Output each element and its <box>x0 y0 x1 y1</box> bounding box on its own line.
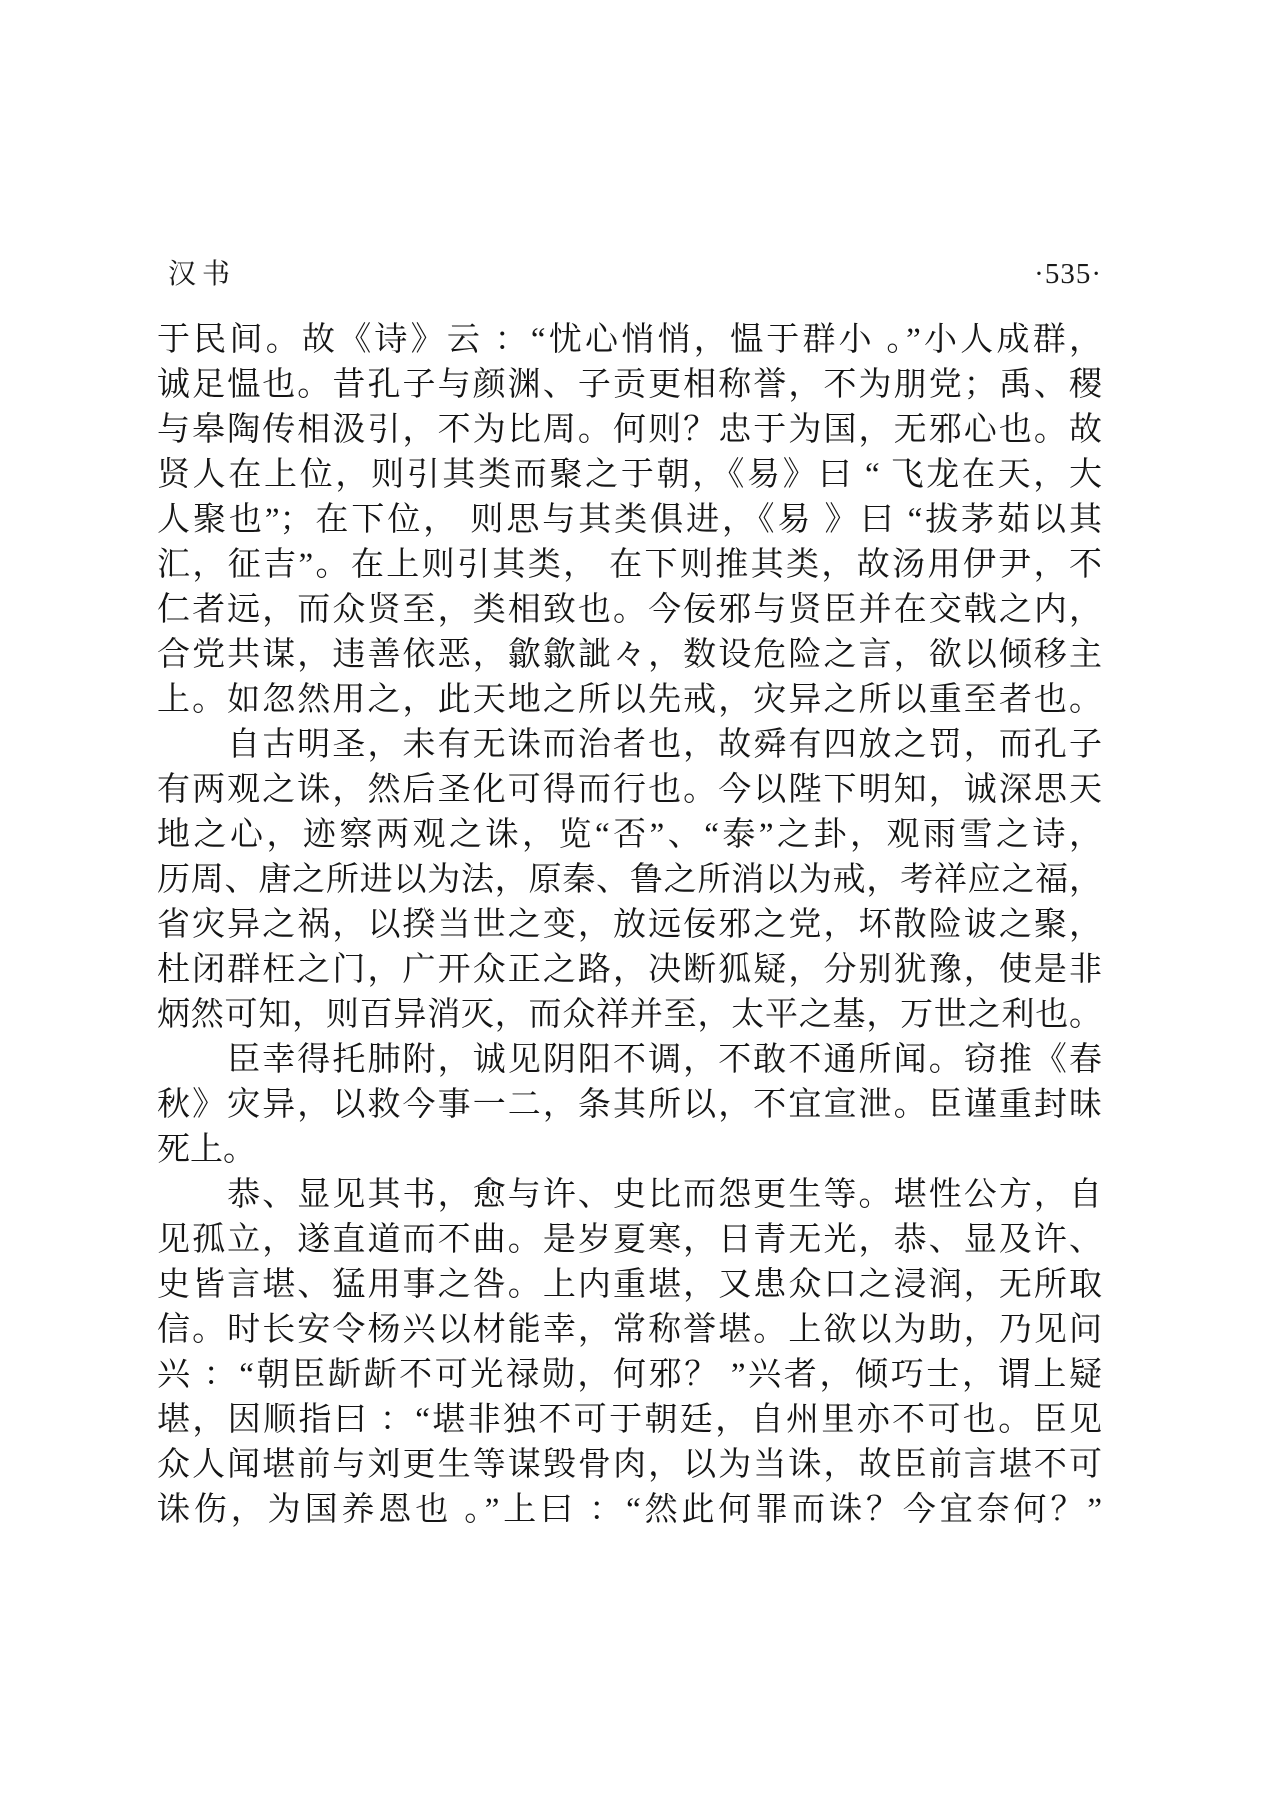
text-line: 众人闻堪前与刘更生等谋毁骨肉，以为当诛，故臣前言堪不可 <box>157 1447 1102 1483</box>
book-title: 汉书 <box>168 259 237 290</box>
text-line: 信。时长安令杨兴以材能幸，常称誉堪。上欲以为助，乃见问 <box>157 1312 1102 1348</box>
text-line: 兴 ：“朝臣龂龂不可光禄勋，何邪？ ”兴者，倾巧士，谓上疑 <box>157 1357 1102 1393</box>
text-line: 杜闭群枉之门，广开众正之路，决断狐疑，分别犹豫，使是非 <box>157 952 1102 988</box>
text-line: 死上。 <box>157 1132 256 1168</box>
text-line: 炳然可知，则百异消灭，而众祥并至，太平之基，万世之利也。 <box>157 997 1102 1033</box>
text-line: 贤人在上位，则引其类而聚之于朝，《易》曰 “ 飞龙在天，大 <box>157 457 1102 493</box>
text-line: 汇，征吉”。在上则引其类， 在下则推其类，故汤用伊尹，不 <box>157 547 1102 583</box>
text-line: 合党共谋，违善依恶，歙歙訿々，数设危险之言，欲以倾移主 <box>157 637 1102 673</box>
body-text-block <box>157 318 1102 1533</box>
text-line: 仁者远，而众贤至，类相致也。今佞邪与贤臣并在交戟之内， <box>157 592 1102 628</box>
text-line: 诛伤，为国养恩也 。”上曰 ：“然此何罪而诛？今宜奈何？” <box>157 1492 1102 1528</box>
text-line: 诚足愠也。昔孔子与颜渊、子贡更相称誉，不为朋党；禹、稷 <box>157 367 1102 403</box>
running-header <box>168 252 1102 292</box>
text-line: 秋》灾异，以救今事一二，条其所以，不宜宣泄。臣谨重封昧 <box>157 1087 1102 1123</box>
text-line: 与皋陶传相汲引，不为比周。何则？忠于为国，无邪心也。故 <box>157 412 1102 448</box>
text-line: 见孤立，遂直道而不曲。是岁夏寒，日青无光，恭、显及许、 <box>157 1222 1102 1258</box>
text-line: 自古明圣，未有无诛而治者也，故舜有四放之罚，而孔子 <box>157 727 1102 763</box>
text-line: 省灾异之祸，以揆当世之变，放远佞邪之党，坏散险诐之聚， <box>157 907 1102 943</box>
text-line: 有两观之诛，然后圣化可得而行也。今以陛下明知，诚深思天 <box>157 772 1102 808</box>
text-line: 历周、唐之所进以为法，原秦、鲁之所消以为戒，考祥应之福， <box>157 862 1102 898</box>
page-number: ·535· <box>1034 258 1102 290</box>
text-line: 地之心，迹察两观之诛，览“否”、“泰”之卦，观雨雪之诗， <box>157 817 1102 853</box>
text-line: 上。如忽然用之，此天地之所以先戒，灾异之所以重至者也。 <box>157 682 1102 718</box>
text-line: 臣幸得托肺附，诚见阴阳不调，不敢不通所闻。窃推《春 <box>157 1042 1102 1078</box>
text-line: 于民间。故《诗》云 ：“忧心悄悄，愠于群小 。”小人成群， <box>157 322 1102 358</box>
text-line: 堪，因顺指曰 ：“堪非独不可于朝廷，自州里亦不可也。臣见 <box>157 1402 1102 1438</box>
text-line: 人聚也”；在下位， 则思与其类俱进，《易 》曰 “拔茅茹以其 <box>157 502 1102 538</box>
text-line: 史皆言堪、猛用事之咎。上内重堪，又患众口之浸润，无所取 <box>157 1267 1102 1303</box>
text-line: 恭、显见其书，愈与许、史比而怨更生等。堪性公方，自 <box>157 1177 1102 1213</box>
